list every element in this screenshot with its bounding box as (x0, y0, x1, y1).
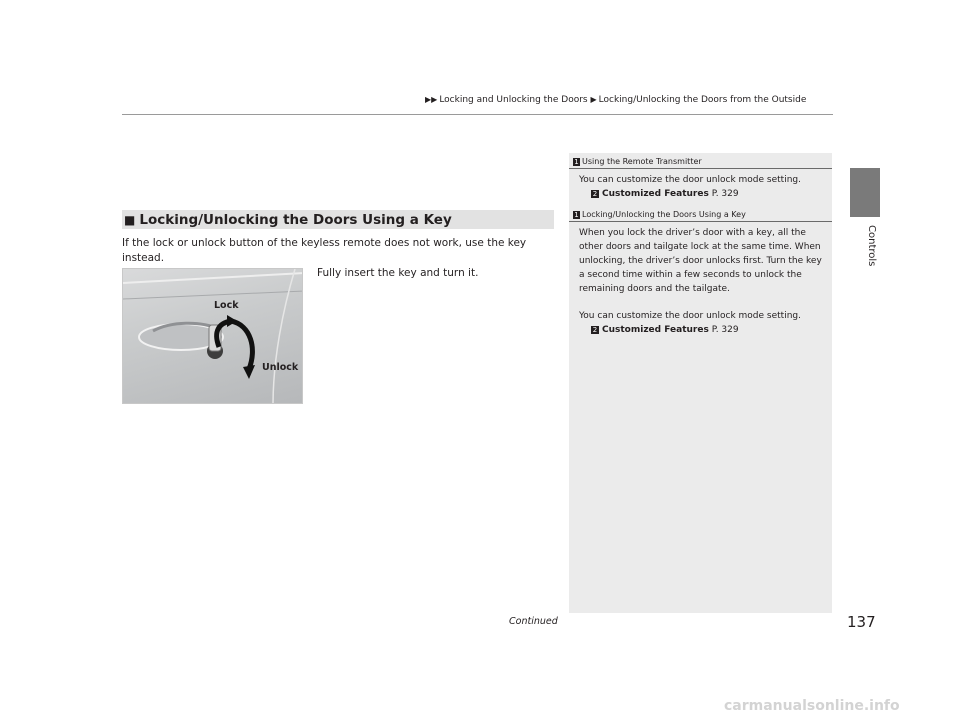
note-body-remote: You can customize the door unlock mode setting. 2 Customized Features P. 329 (579, 173, 827, 201)
note-divider (569, 221, 832, 222)
note-number-icon: 1 (574, 158, 579, 166)
triangle-right-icon: ▶▶ (425, 95, 438, 104)
triangle-right-icon: ▶ (590, 95, 597, 104)
section-tab-marker (850, 168, 880, 217)
section-heading-text: Locking/Unlocking the Doors Using a Key (139, 211, 452, 228)
cross-reference-icon: 2 (592, 326, 598, 334)
breadcrumb-item-outside[interactable]: Locking/Unlocking the Doors from the Outside (598, 95, 807, 105)
note-number-icon: 1 (574, 211, 579, 219)
section-tab-label: Controls (866, 225, 877, 267)
square-bullet-icon: ■ (124, 212, 136, 227)
note-title-remote: 1 Using the Remote Transmitter (574, 157, 702, 166)
notes-panel (569, 153, 832, 613)
door-handle-drawing (123, 269, 303, 404)
cross-reference-link[interactable]: 2 Customized Features P. 329 (592, 325, 739, 335)
intro-paragraph: If the lock or unlock button of the keyless remote does not work, use the key instead. (122, 237, 527, 264)
continued-label: Continued (509, 616, 558, 627)
cross-reference-icon: 2 (592, 190, 598, 198)
cross-reference-link[interactable]: 2 Customized Features P. 329 (592, 189, 739, 199)
note-title-key: 1 Locking/Unlocking the Doors Using a Key (574, 210, 746, 219)
watermark: carmanualsonline.info (724, 698, 900, 714)
header-divider (122, 114, 833, 115)
door-handle-illustration (122, 268, 303, 404)
unlock-label: Unlock (262, 362, 299, 373)
breadcrumb (425, 95, 806, 105)
section-heading (122, 210, 554, 229)
note-body-key: When you lock the driver’s door with a key, all the other doors and tailgate lock at the same time. When unlocking, the driver’s door unlocks first. Turn the key a second time within a few seconds to unlock the remaining doors and the tailgate. You can customize the door unlock mode setting. 2 Customized Features P. 329 (579, 226, 827, 337)
lock-label: Lock (214, 300, 239, 311)
note-divider (569, 168, 832, 169)
step-caption: Fully insert the key and turn it. (317, 267, 479, 279)
breadcrumb-item-doors[interactable]: Locking and Unlocking the Doors (439, 95, 588, 105)
page-number: 137 (847, 613, 876, 631)
